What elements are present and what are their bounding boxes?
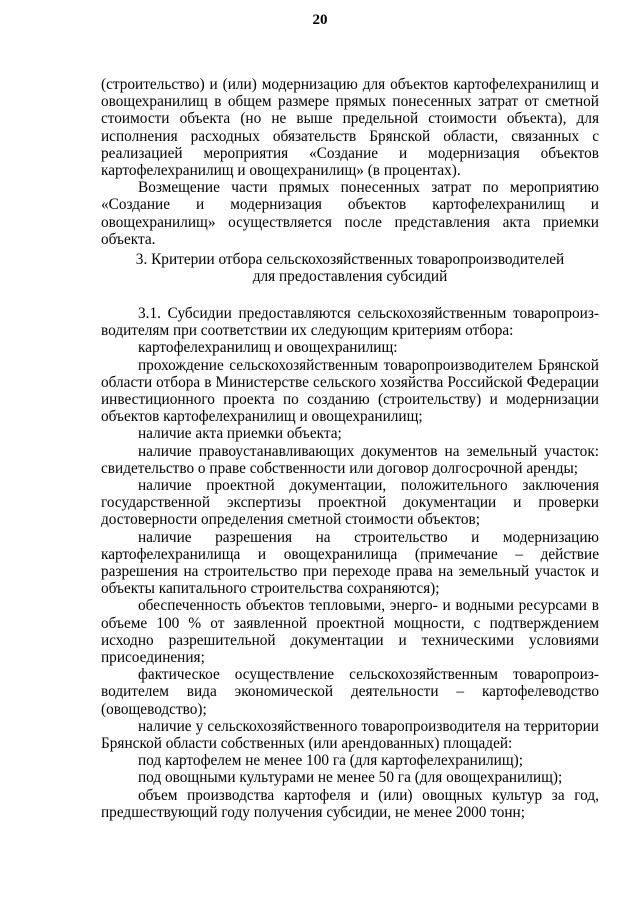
criteria-item: обеспеченность объектов тепловыми, энерго- и водными ресурсами в объеме 100 % от заявленной проектной мощности, с подтверждением исходно разрешительной документации и техническими условиями присоединения; — [101, 597, 599, 667]
criteria-item: объем производства картофеля и (или) овощных культур за год, предшествующий году получения субсидии, не менее 2000 тонн; — [101, 786, 599, 821]
section-heading-line-2: для предоставления субсидий — [252, 268, 448, 286]
criteria-item: наличие проектной документации, положительного заключения государственной экспертизы проектной документации и проверки достоверности определения сметной стоимости объектов; — [101, 477, 599, 529]
section-heading-line-1: 3. Критерии отбора сельскохозяйственных товаропроизводителей — [135, 251, 565, 268]
section-heading — [101, 251, 599, 285]
criteria-item: прохождение сельскохозяйственным товаропроизводителем Брянской области отбора в Министерстве сельского хозяйства Российской Федерации инвестиционного проекта по созданию (строительству) и модернизации объектов картофелехранилищ и овощехранилищ; — [101, 356, 599, 426]
criteria-item: наличие разрешения на строительство и модернизацию картофелехранилища и овощехранилища (примечание – действие разрешения на строительство при переходе права на земельный участок и объекты капитального строительства сохраняются); — [101, 528, 599, 598]
criteria-item: фактическое осуществление сельскохозяйственным товаропроиз-водителем вида экономической деятельности – картофелеводство (овощеводство); — [101, 666, 599, 718]
paragraph-continuation: (строительство) и (или) модернизацию для объектов картофелехранилищ и овощехранилищ в общем размере прямых понесенных затрат от сметной стоимости объекта (но не выше предельной стоимости объекта), для исполнения расходных обязательств Брянской области, связанных с реализацией мероприятия «Создание и модернизация объектов картофелехранилищ и овощехранилищ» (в процентах). — [101, 76, 599, 180]
paragraph-reimbursement: Возмещение части прямых понесенных затрат по мероприятию «Создание и модернизация объектов картофелехранилищ и овощехранилищ» осуществляется после представления акта приемки объекта. — [101, 179, 599, 248]
criteria-item: под картофелем не менее 100 га (для картофелехранилищ); — [138, 752, 523, 770]
criteria-item: наличие акта приемки объекта; — [138, 425, 342, 443]
criteria-item: наличие у сельскохозяйственного товаропроизводителя на территории Брянской области собственных (или арендованных) площадей: — [101, 717, 599, 753]
top-text-block — [101, 76, 599, 248]
criteria-item: наличие правоустанавливающих документов на земельный участок: свидетельство о праве собственности или договор долгосрочной аренды; — [101, 442, 599, 477]
page-number: 20 — [312, 12, 328, 28]
paragraph-3-1: 3.1. Субсидии предоставляются сельскохозяйственным товаропроиз-водителям при соответствии их следующим критериям отбора: — [101, 305, 599, 340]
criteria-item: картофелехранилищ и овощехранилищ: — [138, 339, 398, 357]
criteria-item: под овощными культурами не менее 50 га (для овощехранилищ); — [138, 769, 563, 787]
criteria-list — [101, 305, 599, 821]
